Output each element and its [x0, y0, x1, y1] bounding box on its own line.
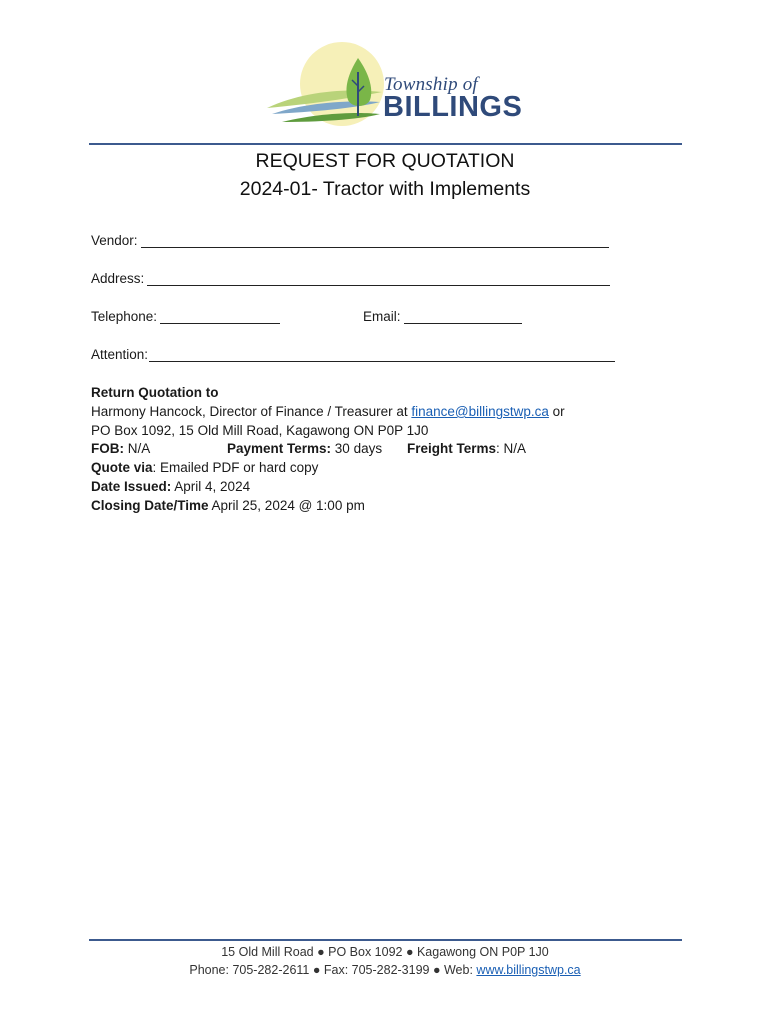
closing-row	[91, 498, 365, 513]
freight-terms-row	[407, 441, 526, 456]
footer-address: 15 Old Mill Road ● PO Box 1092 ● Kagawong ON P0P 1J0	[221, 945, 549, 959]
address-label: Address:	[91, 271, 145, 286]
date-issued-row	[91, 479, 250, 494]
fob-label: FOB:	[91, 441, 124, 456]
freight-terms-value: : N/A	[496, 441, 527, 456]
return-line-2: PO Box 1092, 15 Old Mill Road, Kagawong ON P0P 1J0	[91, 423, 429, 438]
closing-label: Closing Date/Time	[91, 498, 209, 513]
fob-value: N/A	[124, 441, 151, 456]
quote-via-row	[91, 460, 318, 475]
closing-value: April 25, 2024 @ 1:00 pm	[208, 498, 365, 513]
email-field	[363, 309, 522, 324]
address-blank-line[interactable]	[147, 271, 610, 286]
telephone-field	[91, 309, 280, 324]
quote-via-value: : Emailed PDF or hard copy	[152, 460, 319, 475]
website-link[interactable]: www.billingstwp.ca	[476, 963, 581, 977]
date-issued-label: Date Issued:	[91, 479, 172, 494]
header-divider	[89, 143, 682, 145]
email-label: Email:	[363, 309, 401, 324]
fob-row	[91, 441, 150, 456]
payment-terms-label: Payment Terms:	[227, 441, 332, 456]
document-subtitle: 2024-01- Tractor with Implements	[239, 178, 531, 200]
telephone-blank-line[interactable]	[160, 309, 280, 324]
quote-via-label: Quote via	[91, 460, 153, 475]
return-heading: Return Quotation to	[91, 385, 219, 400]
return-info	[91, 383, 565, 440]
vendor-label: Vendor:	[91, 233, 138, 248]
telephone-label: Telephone:	[91, 309, 158, 324]
email-blank-line[interactable]	[404, 309, 522, 324]
payment-terms-row	[227, 441, 382, 456]
finance-email-link[interactable]: finance@billingstwp.ca	[411, 404, 549, 419]
vendor-blank-line[interactable]	[141, 233, 609, 248]
footer-divider	[89, 939, 682, 941]
logo-township-text: Township of	[384, 74, 478, 95]
attention-label: Attention:	[91, 347, 149, 362]
footer-contact: Phone: 705-282-2611 ● Fax: 705-282-3199 ● Web: www.billingstwp.ca	[189, 963, 581, 977]
vendor-field	[91, 233, 609, 248]
attention-field	[91, 347, 615, 362]
logo-billings-text: BILLINGS	[383, 91, 523, 123]
payment-terms-value: 30 days	[331, 441, 383, 456]
attention-blank-line[interactable]	[149, 347, 615, 362]
document-title: REQUEST FOR QUOTATION	[255, 150, 515, 172]
address-field	[91, 271, 610, 286]
return-line-1: Harmony Hancock, Director of Finance / Treasurer at finance@billingstwp.ca or	[91, 404, 565, 419]
freight-terms-label: Freight Terms	[407, 441, 497, 456]
date-issued-value: April 4, 2024	[171, 479, 251, 494]
